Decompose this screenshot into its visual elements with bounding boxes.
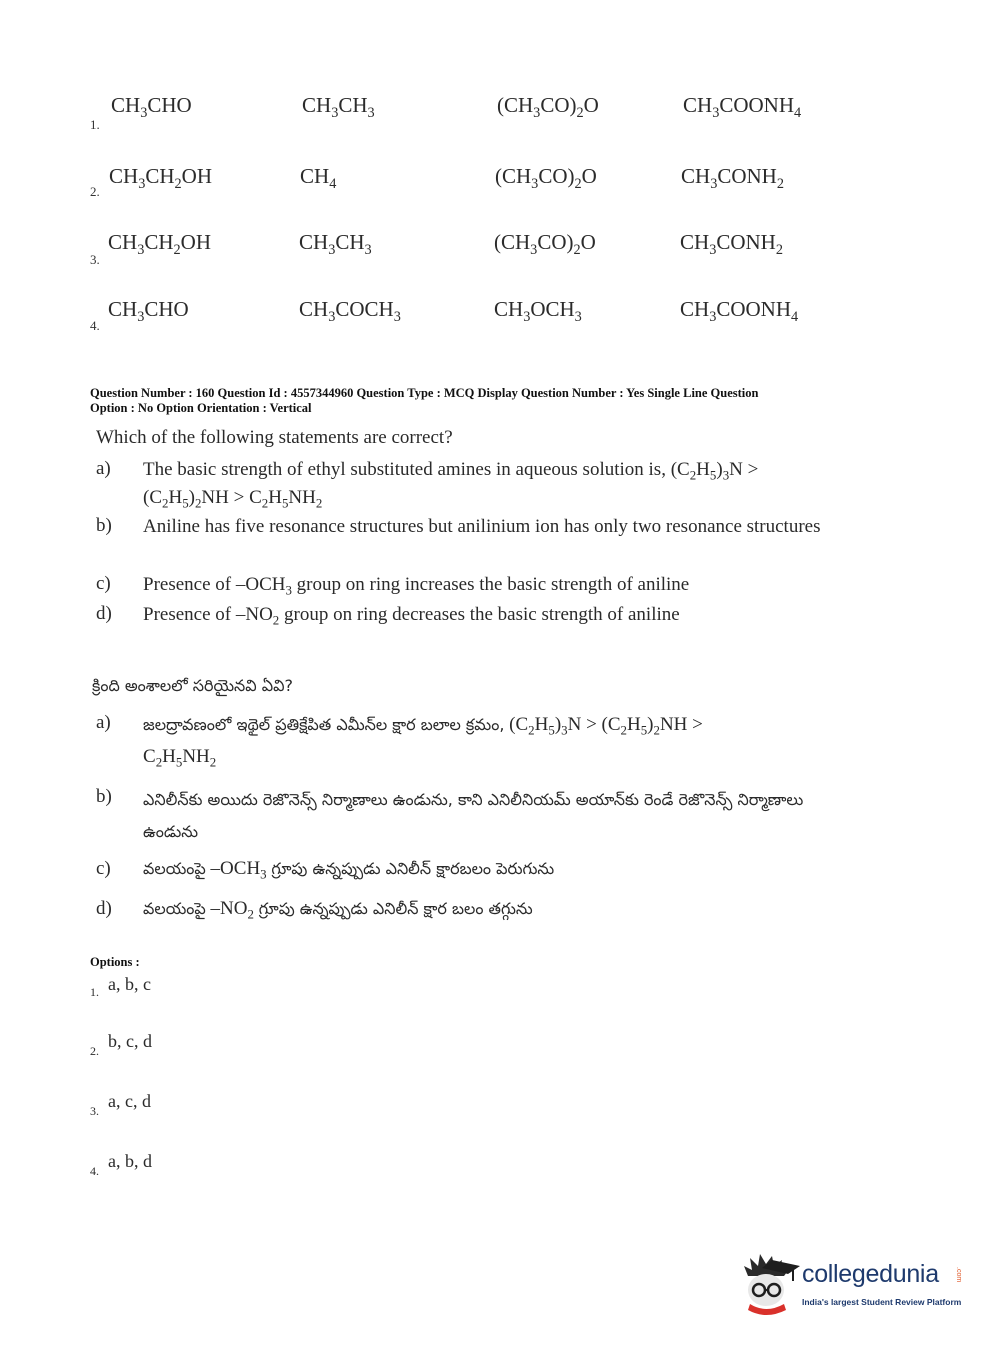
formula: $CH_3CH_3$ bbox=[299, 230, 372, 258]
formula: $CH_3CONH_2$ bbox=[680, 230, 783, 258]
option-2[interactable]: b, c, d bbox=[108, 1031, 152, 1051]
prev-option-number: 4. bbox=[90, 318, 100, 333]
statement-label: d) bbox=[96, 603, 112, 624]
formula: $CH_4$ bbox=[300, 164, 337, 192]
formula: $CH_3OCH_3$ bbox=[494, 297, 582, 325]
formula: $CH_3CONH_2$ bbox=[681, 164, 784, 192]
formula: $CH_3CH_2OH$ bbox=[109, 164, 212, 192]
prev-option-number: 1. bbox=[90, 117, 100, 132]
statement-d-english: Presence of $-NO_2$ group on ring decreases the basic strength of aniline bbox=[143, 604, 680, 628]
option-number: 1. bbox=[90, 985, 99, 999]
statement-label: b) bbox=[96, 515, 112, 536]
statement-c-telugu: వలయంపై $-OCH_3$ గ్రూపు ఉన్నప్పుడు ఎనిలీన్ క్షారబలం పెరుగును bbox=[143, 858, 555, 882]
formula: $(CH_3CO)_2O$ bbox=[494, 230, 596, 258]
formula: $CH_3CH_3$ bbox=[302, 93, 375, 121]
statement-label: d) bbox=[96, 898, 112, 919]
question-meta-line-1: Question Number : 160 Question Id : 4557344960 Question Type : MCQ Display Question Number : Yes Single Line Question bbox=[90, 386, 759, 400]
statement-label: c) bbox=[96, 858, 111, 879]
prev-option-number: 3. bbox=[90, 252, 100, 267]
option-4[interactable]: a, b, d bbox=[108, 1151, 152, 1171]
collegedunia-logo bbox=[742, 1250, 972, 1320]
statement-c-english: Presence of $-OCH_3$ group on ring increases the basic strength of aniline bbox=[143, 574, 690, 598]
formula: $(CH_3CO)_2O$ bbox=[497, 93, 599, 121]
prev-option-number: 2. bbox=[90, 184, 100, 199]
mascot-icon bbox=[742, 1250, 804, 1316]
option-1[interactable]: a, b, c bbox=[108, 974, 151, 994]
question-prompt-telugu: క్రింది అంశాలలో సరియైనవి ఏవి? bbox=[92, 676, 293, 695]
formula: $CH_3CHO$ bbox=[108, 297, 189, 325]
option-number: 4. bbox=[90, 1164, 99, 1178]
statement-label: c) bbox=[96, 573, 111, 594]
statement-b-telugu: ఎనిలీన్‌కు అయిదు రెజొనెన్స్ నిర్మాణాలు ఉండును, కాని ఎనిలీనియమ్ అయాన్‌కు రెండే రెజొనెన్స్ నిర్మాణాలు ఉండును bbox=[143, 790, 804, 841]
formula: $CH_3CH_2OH$ bbox=[108, 230, 211, 258]
statement-label: a) bbox=[96, 712, 111, 733]
question-meta-line-2: Option : No Option Orientation : Vertical bbox=[90, 401, 312, 415]
brand-tagline: India's largest Student Review Platform bbox=[802, 1297, 962, 1307]
formula: $CH_3COONH_4$ bbox=[680, 297, 799, 325]
statement-a-english: The basic strength of ethyl substituted amines in aqueous solution is, $(C_2H_5)_3N$ > $(C_2H_5)_2NH > C_2H_5NH_2$ bbox=[143, 459, 759, 511]
statement-b-english: Aniline has five resonance structures but anilinium ion has only two resonance structures bbox=[143, 516, 821, 537]
option-3[interactable]: a, c, d bbox=[108, 1091, 151, 1111]
formula: $CH_3CHO$ bbox=[111, 93, 192, 121]
statement-a-telugu: జలద్రావణంలో ఇథైల్ ప్రతిక్షేపిత ఎమీన్‌ల క్షార బలాల క్రమం, $(C_2H_5)_3N > (C_2H_5)_2NH$ > $C_2H_5NH_2$ bbox=[143, 714, 703, 770]
question-prompt-english: Which of the following statements are correct? bbox=[96, 427, 453, 448]
option-number: 2. bbox=[90, 1044, 99, 1058]
statement-d-telugu: వలయంపై $-NO_2$ గ్రూపు ఉన్నప్పుడు ఎనిలీన్ క్షార బలం తగ్గును bbox=[143, 898, 533, 922]
brand-suffix: .com bbox=[955, 1267, 962, 1283]
brand-name: collegedunia bbox=[802, 1260, 939, 1288]
formula: $CH_3COONH_4$ bbox=[683, 93, 802, 121]
formula: $CH_3COCH_3$ bbox=[299, 297, 401, 325]
statement-label: a) bbox=[96, 458, 111, 479]
statement-label: b) bbox=[96, 786, 112, 807]
option-number: 3. bbox=[90, 1104, 99, 1118]
formula: $(CH_3CO)_2O$ bbox=[495, 164, 597, 192]
options-heading: Options : bbox=[90, 955, 140, 969]
